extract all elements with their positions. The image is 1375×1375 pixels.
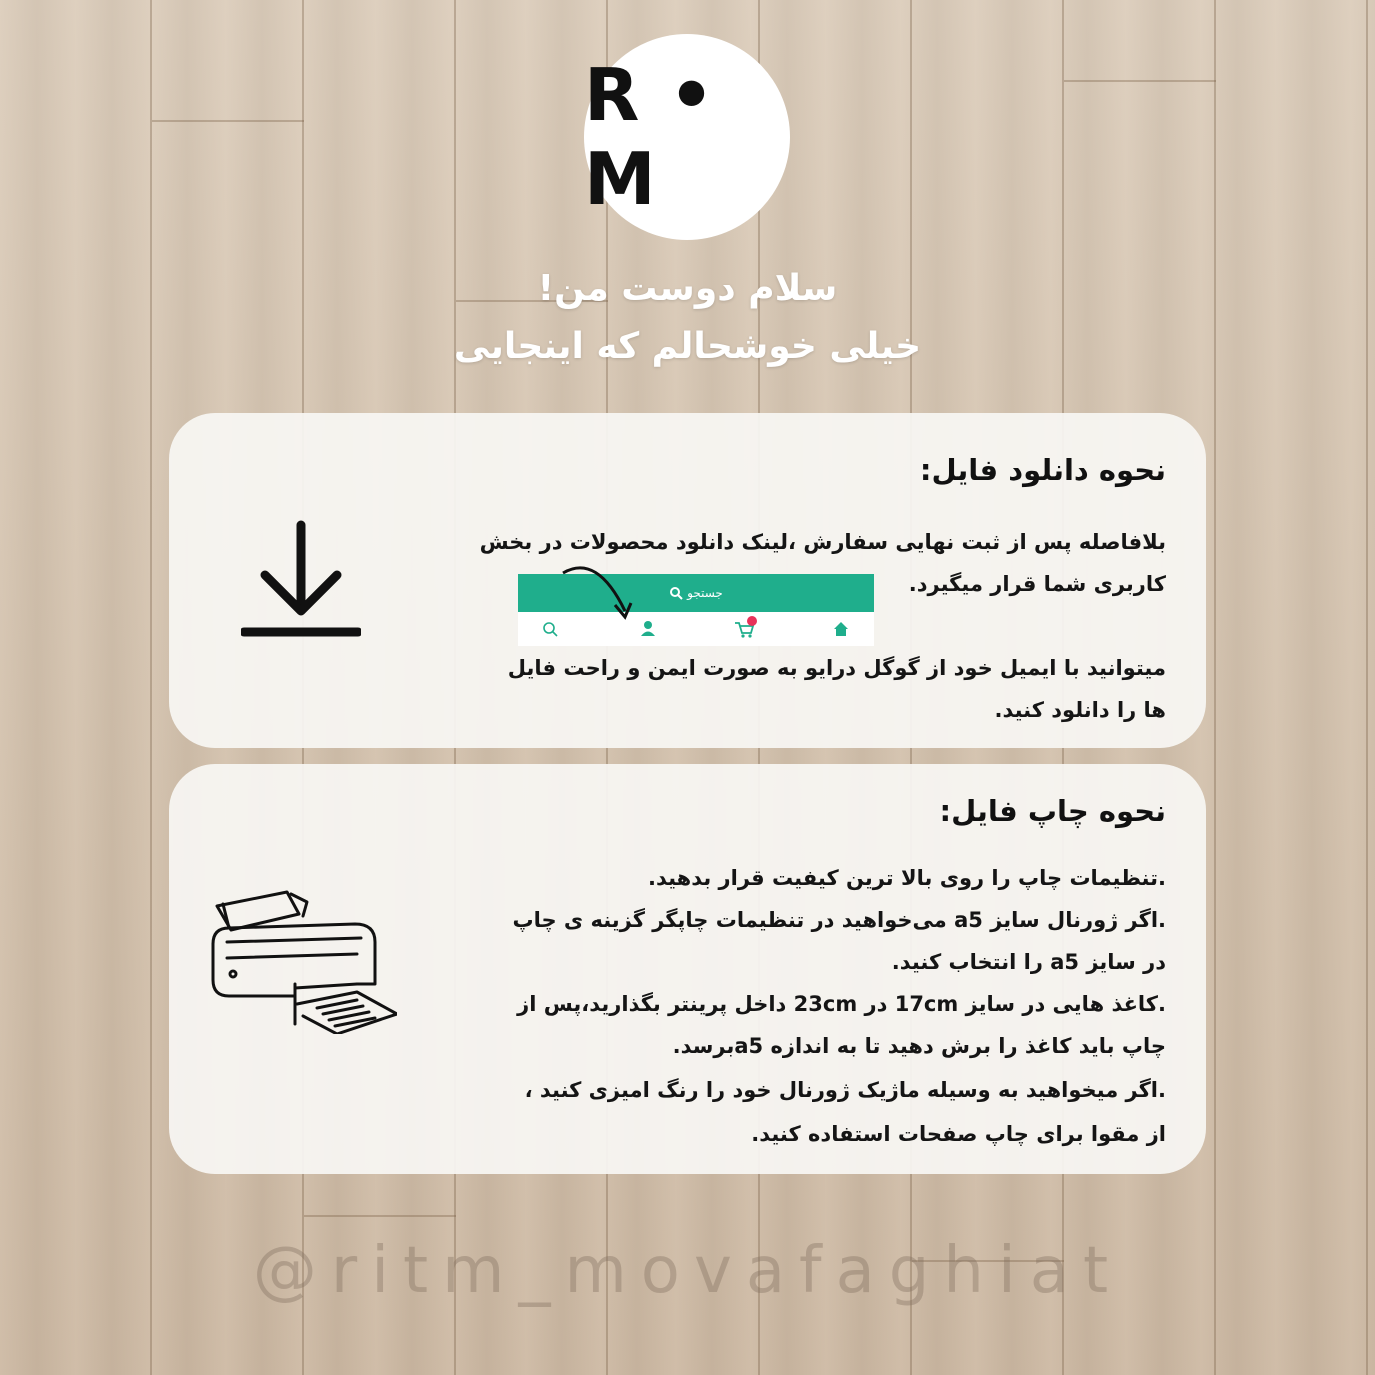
wood-joint — [304, 1215, 456, 1217]
nav-search-label: جستجو — [687, 586, 723, 600]
download-icon — [241, 519, 361, 641]
print-line-4: .کاغذ هایی در سایز 17cm در 23cm داخل پرینتر بگذارید،پس از — [517, 992, 1166, 1016]
greeting-line-1: سلام دوست من! — [537, 268, 838, 309]
download-paragraph-1-line-1: بلافاصله پس از ثبت نهایی سفارش ،لینک دانلود محصولات در بخش — [479, 530, 1166, 554]
print-line-1: .تنظیمات چاپ را روی بالا ترین کیفیت قرار بدهید. — [647, 866, 1166, 890]
home-icon — [834, 622, 848, 636]
print-card-title: نحوه چاپ فایل: — [939, 794, 1166, 828]
download-paragraph-2-line-2: ها را دانلود کنید. — [994, 698, 1166, 722]
wood-joint — [152, 120, 304, 122]
user-icon — [641, 621, 655, 636]
download-paragraph-1-line-2: کاربری شما قرار میگیرد. — [908, 572, 1166, 596]
print-line-5: چاپ باید کاغذ را برش دهید تا به اندازه a5برسد. — [672, 1034, 1166, 1058]
print-line-3: در سایز a5 را انتخاب کنید. — [891, 950, 1166, 974]
printer-icon — [207, 884, 397, 1034]
print-line-6: .اگر میخواهید به وسیله ماژیک ژورنال خود را رنگ امیزی کنید ، — [524, 1078, 1166, 1102]
wood-joint — [1064, 80, 1216, 82]
brand-logo — [584, 34, 790, 240]
cart-icon — [735, 616, 757, 638]
instagram-handle-watermark: @ritm_movafaghiat — [252, 1234, 1123, 1308]
search-icon — [544, 623, 557, 636]
print-instructions-card — [169, 764, 1206, 1174]
download-paragraph-2-line-1: میتوانید با ایمیل خود از گوگل درایو به صورت ایمن و راحت فایل — [507, 656, 1166, 680]
download-card-title: نحوه دانلود فایل: — [919, 453, 1166, 487]
logo-text: R • M — [584, 53, 717, 221]
print-line-7: از مقوا برای چاپ صفحات استفاده کنید. — [751, 1122, 1166, 1146]
search-icon — [669, 586, 683, 600]
print-line-2: .اگر ژورنال سایز a5 می‌خواهید در تنظیمات چاپگر گزینه ی چاپ — [512, 908, 1166, 932]
download-instructions-card — [169, 413, 1206, 748]
arrow-pointer-icon — [557, 559, 637, 629]
greeting-line-2: خیلی خوشحالم که اینجایی — [453, 326, 922, 367]
